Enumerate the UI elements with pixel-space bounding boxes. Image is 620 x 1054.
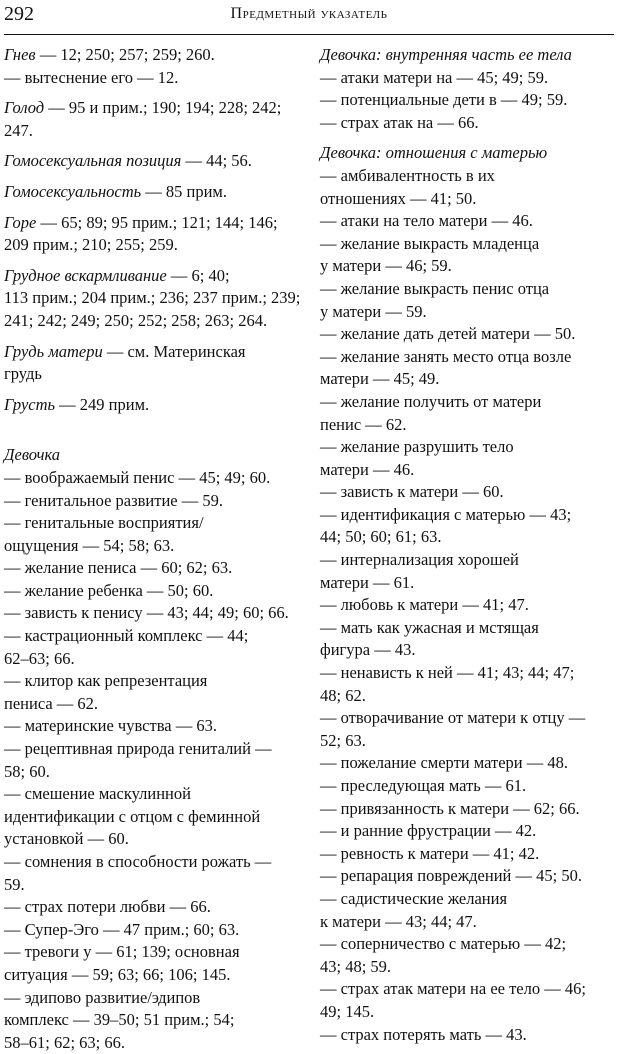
index-entry (4, 941, 304, 986)
index-entry (320, 504, 616, 549)
index-entry (320, 594, 616, 617)
index-references: — атаки на тело матери — 46. (320, 211, 533, 231)
index-references: — соперничество с матерью — 42; (320, 934, 567, 954)
index-entry (4, 97, 304, 142)
index-entry (320, 165, 616, 210)
index-line (4, 557, 304, 580)
index-line (4, 67, 304, 90)
index-line (320, 526, 616, 549)
index-entry (320, 44, 616, 67)
index-references: 58; 60. (4, 761, 50, 781)
index-entry (4, 851, 304, 896)
index-references: — любовь к матери — 41; 47. (320, 595, 529, 615)
index-references: — садистические желания (320, 888, 508, 908)
index-references: установкой — 60. (4, 829, 129, 849)
index-line (4, 150, 304, 173)
index-references: ощущения — 54; 58; 63. (4, 535, 175, 555)
index-entry (4, 44, 304, 67)
index-line (320, 820, 616, 843)
index-references: 59. (4, 874, 25, 894)
index-line (4, 467, 304, 490)
index-line (320, 775, 616, 798)
index-term: Девочка (4, 445, 61, 465)
index-line (320, 89, 616, 112)
index-references: 113 прим.; 204 прим.; 236; 237 прим.; 239; (4, 288, 301, 308)
index-entry (320, 346, 616, 391)
page-header (4, 0, 614, 35)
index-line (320, 233, 616, 256)
index-references: 209 прим.; 210; 255; 259. (4, 235, 178, 255)
index-line (4, 715, 304, 738)
index-references: комплекс — 39–50; 51 прим.; 54; (4, 1010, 235, 1030)
index-line (320, 368, 616, 391)
index-entry (320, 233, 616, 278)
index-references: 241; 242; 249; 250; 252; 258; 263; 264. (4, 310, 268, 330)
index-line (4, 310, 304, 333)
index-references: — тревоги у — 61; 139; основная (4, 942, 240, 962)
index-references: отношениях — 41; 50. (320, 188, 477, 208)
index-line (320, 617, 616, 640)
index-line (320, 730, 616, 753)
index-entry (320, 752, 616, 775)
page-number: 292 (4, 3, 34, 25)
index-references: матери — 46. (320, 459, 415, 479)
index-entry (4, 738, 304, 783)
index-line (4, 919, 304, 942)
index-column-left (4, 44, 304, 1054)
index-references: ситуация — 59; 63; 66; 106; 145. (4, 964, 231, 984)
index-references: — атаки матери на — 45; 49; 59. (320, 67, 549, 87)
index-line (320, 44, 616, 67)
index-references: — материнские чувства — 63. (4, 716, 217, 736)
index-line (4, 120, 304, 143)
index-line (4, 806, 304, 829)
index-line (320, 255, 616, 278)
index-line (4, 363, 304, 386)
index-line (4, 535, 304, 558)
index-entry (4, 444, 304, 467)
index-entry (320, 89, 616, 112)
index-references: — желание пениса — 60; 62; 63. (4, 558, 233, 578)
index-line (320, 210, 616, 233)
index-line (320, 843, 616, 866)
index-entry (4, 580, 304, 603)
index-line (320, 888, 616, 911)
index-references: — желание ребенка — 50; 60. (4, 580, 214, 600)
index-entry (4, 670, 304, 715)
index-entry (320, 323, 616, 346)
index-column-right (320, 44, 616, 1046)
index-references: — эдипово развитие/эдипов (4, 987, 201, 1007)
index-line (4, 1009, 304, 1032)
index-entry (320, 210, 616, 233)
index-line (4, 265, 304, 288)
index-line (320, 865, 616, 888)
index-line (320, 662, 616, 685)
index-references: к матери — 43; 44; 47. (320, 911, 477, 931)
index-references: — ревность к матери — 41; 42. (320, 843, 540, 863)
index-line (4, 648, 304, 671)
index-line (320, 752, 616, 775)
index-line (320, 481, 616, 504)
index-references: 43; 48; 59. (320, 956, 392, 976)
index-line (4, 97, 304, 120)
index-term: Грусть (4, 394, 56, 414)
index-entry (320, 67, 616, 90)
index-references: — желание выкрасть младенца (320, 233, 540, 253)
index-line (4, 670, 304, 693)
index-line (320, 436, 616, 459)
index-references: — см. Материнская (102, 341, 246, 361)
index-line (4, 987, 304, 1010)
index-references: — 85 прим. (141, 181, 227, 201)
index-entry (4, 212, 304, 257)
index-line (320, 504, 616, 527)
index-entry (320, 798, 616, 821)
index-term: Горе (4, 212, 37, 232)
index-references: — интернализация хорошей (320, 550, 519, 570)
index-line (4, 234, 304, 257)
index-entry (320, 888, 616, 933)
index-entry (4, 512, 304, 557)
index-references: пенис — 62. (320, 414, 407, 434)
index-references: у матери — 59. (320, 301, 427, 321)
index-line (4, 490, 304, 513)
index-term: Гнев (4, 45, 36, 64)
index-line (320, 188, 616, 211)
index-entry (4, 896, 304, 919)
index-references: — желание выкрасть пенис отца (320, 278, 550, 298)
index-references: — смешение маскулинной (4, 784, 191, 804)
index-entry (320, 112, 616, 135)
index-line (4, 761, 304, 784)
index-line (320, 346, 616, 369)
index-line (4, 1032, 304, 1054)
index-term: Девочка: отношения с матерью (320, 143, 548, 163)
index-references: — репарация повреждений — 45; 50. (320, 866, 582, 886)
index-references: — зависть к матери — 60. (320, 482, 504, 502)
index-entry (320, 549, 616, 594)
index-line (320, 414, 616, 437)
index-references: — страх атак матери на ее тело — 46; (320, 979, 586, 999)
index-entry (320, 142, 616, 165)
index-references: — сомнения в способности рожать — (4, 852, 272, 871)
index-line (4, 964, 304, 987)
index-line (4, 444, 304, 467)
index-entry (320, 843, 616, 866)
index-references: — желание занять место отца возле (320, 346, 572, 366)
index-references: — ненависть к ней — 41; 43; 44; 47; (320, 663, 575, 683)
index-entry (320, 1024, 616, 1047)
index-line (4, 941, 304, 964)
index-entry (4, 467, 304, 490)
index-line (320, 594, 616, 617)
index-entry (4, 341, 304, 386)
index-line (4, 602, 304, 625)
index-references: — вытеснение его — 12. (4, 67, 179, 87)
index-line (4, 851, 304, 874)
index-references: — желание дать детей матери — 50. (320, 324, 576, 344)
index-line (4, 44, 304, 67)
index-line (320, 956, 616, 979)
index-entry (4, 150, 304, 173)
index-line (320, 323, 616, 346)
index-entry (320, 617, 616, 662)
index-entry (4, 715, 304, 738)
index-references: пениса — 62. (4, 693, 99, 713)
index-term: Грудное вскармливание (4, 265, 167, 285)
index-references: — потенциальные дети в — 49; 59. (320, 90, 568, 110)
index-references: фигура — 43. (320, 640, 416, 660)
index-references: — пожелание смерти матери — 48. (320, 753, 568, 773)
index-line (4, 896, 304, 919)
index-references: — кастрационный комплекс — 44; (4, 626, 249, 646)
index-line (320, 1001, 616, 1024)
index-line (320, 685, 616, 708)
index-line (320, 978, 616, 1001)
index-entry (4, 67, 304, 90)
index-line (4, 181, 304, 204)
index-references: 48; 62. (320, 685, 366, 705)
index-references: — 249 прим. (55, 394, 150, 414)
index-term: Девочка: внутренняя часть ее тела (320, 45, 572, 64)
index-line (4, 738, 304, 761)
index-line (4, 828, 304, 851)
index-line (320, 391, 616, 414)
index-line (320, 165, 616, 188)
index-term: Грудь матери (4, 341, 103, 361)
index-line (320, 112, 616, 135)
index-references: — и ранние фрустрации — 42. (320, 821, 537, 841)
index-references: матери — 61. (320, 572, 415, 592)
index-references: — мать как ужасная и мстящая (320, 617, 539, 637)
index-line (320, 301, 616, 324)
index-line (320, 549, 616, 572)
index-references: 247. (4, 120, 33, 140)
index-references: — преследующая мать — 61. (320, 776, 527, 795)
index-entry (320, 436, 616, 481)
index-entry (4, 602, 304, 625)
index-references: — 95 и прим.; 190; 194; 228; 242; (44, 98, 282, 118)
index-references: — привязанность к матери — 62; 66. (320, 798, 580, 818)
index-line (4, 212, 304, 235)
index-entry (320, 278, 616, 323)
index-references: 49; 145. (320, 1001, 375, 1021)
index-references: — амбивалентность в их (320, 165, 495, 185)
index-references: 62–63; 66. (4, 648, 75, 668)
index-references: — страх атак на — 66. (320, 112, 479, 132)
index-references: грудь (4, 364, 42, 384)
index-entry (4, 490, 304, 513)
index-references: — идентификация с матерью — 43; (320, 504, 572, 524)
index-line (320, 1024, 616, 1047)
index-line (4, 341, 304, 364)
index-line (4, 580, 304, 603)
index-line (320, 639, 616, 662)
index-references: идентификации с отцом с феминной (4, 806, 261, 826)
index-entry (4, 987, 304, 1054)
index-references: — зависть к пенису — 43; 44; 49; 60; 66. (4, 603, 289, 623)
index-entry (4, 625, 304, 670)
running-title: Предметный указатель (230, 5, 388, 22)
index-references: у матери — 46; 59. (320, 256, 452, 276)
index-references: 44; 50; 60; 61; 63. (320, 527, 442, 547)
index-entry (4, 919, 304, 942)
index-entry (320, 391, 616, 436)
index-entry (320, 820, 616, 843)
index-references: — Супер-Эго — 47 прим.; 60; 63. (4, 919, 240, 939)
index-line (320, 798, 616, 821)
index-entry (4, 783, 304, 851)
index-entry (320, 933, 616, 978)
index-references: — генитальные восприятия/ (4, 513, 204, 533)
index-references: — отворачивание от матери к отцу — (320, 708, 586, 728)
index-line (4, 783, 304, 806)
index-line (320, 572, 616, 595)
index-line (320, 67, 616, 90)
index-line (320, 142, 616, 165)
index-references: — клитор как репрезентация (4, 671, 208, 691)
index-references: — генитальное развитие — 59. (4, 490, 223, 510)
index-line (320, 707, 616, 730)
index-line (4, 874, 304, 897)
index-entry (4, 265, 304, 333)
index-entry (4, 181, 304, 204)
index-entry (320, 978, 616, 1023)
index-references: — рецептивная природа гениталий — (4, 739, 272, 759)
index-entry (320, 775, 616, 798)
index-references: — 65; 89; 95 прим.; 121; 144; 146; (36, 212, 278, 232)
index-entry (4, 394, 304, 417)
index-references: матери — 45; 49. (320, 369, 440, 389)
index-line (320, 933, 616, 956)
index-line (4, 693, 304, 716)
index-line (320, 911, 616, 934)
index-term: Голод (4, 98, 45, 118)
index-line (320, 459, 616, 482)
index-term: Гомосексуальность (4, 181, 142, 201)
index-line (4, 512, 304, 535)
index-line (320, 278, 616, 301)
index-entry (320, 707, 616, 752)
index-references: — 6; 40; (166, 265, 230, 285)
index-term: Гомосексуальная позиция (4, 151, 182, 171)
index-references: 58–61; 62; 63; 66. (4, 1032, 126, 1052)
index-entry (320, 481, 616, 504)
index-references: — страх потерять мать — 43. (320, 1024, 527, 1044)
index-line (4, 394, 304, 417)
index-entry (320, 865, 616, 888)
index-references: — 12; 250; 257; 259; 260. (35, 45, 215, 64)
index-references: 52; 63. (320, 730, 366, 750)
index-references: — желание разрушить тело (320, 437, 514, 457)
index-entry (320, 662, 616, 707)
index-line (4, 287, 304, 310)
index-line (4, 625, 304, 648)
index-entry (4, 557, 304, 580)
index-references: — 44; 56. (181, 151, 252, 171)
index-references: — воображаемый пенис — 45; 49; 60. (4, 467, 271, 487)
index-references: — страх потери любви — 66. (4, 897, 211, 917)
index-references: — желание получить от матери (320, 391, 542, 411)
